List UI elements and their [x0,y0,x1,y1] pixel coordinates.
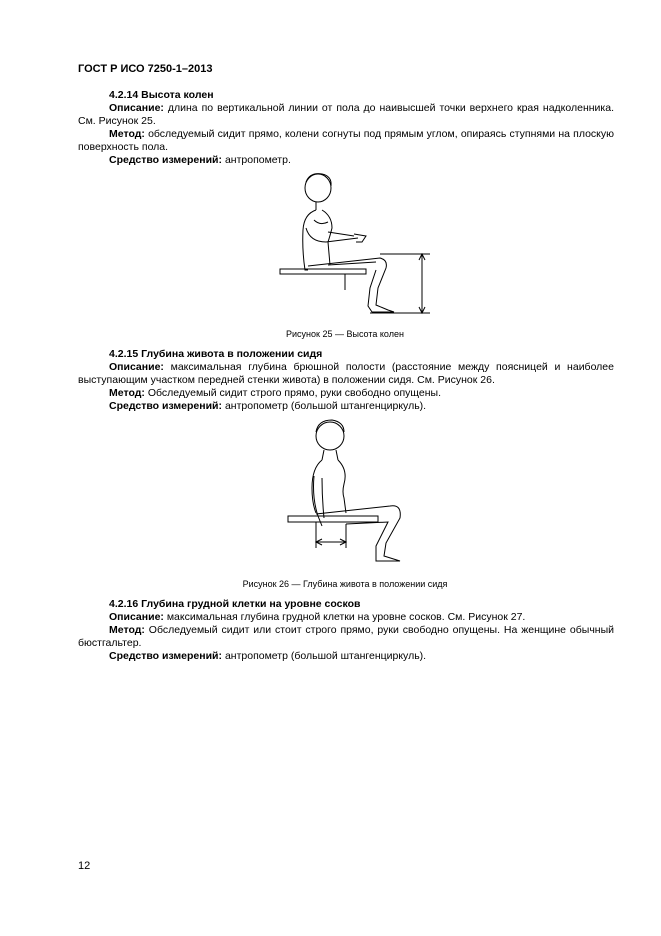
description-paragraph [78,102,614,128]
figure-caption: Рисунок 25 — Высота колен [286,329,404,339]
description-text: максимальная глубина брюшной полости (расстояние между поясницей и наиболее выступающим участком передней стенки живота) в положении сидя. См. Рисунок 26. [78,361,614,386]
seated-woman-abdominal-depth-figure [282,418,412,568]
document-header: ГОСТ Р ИСО 7250-1–2013 [78,63,213,75]
description-label: Описание: [109,361,164,373]
description-paragraph [78,611,614,624]
method-label: Метод: [109,387,145,399]
description-text: максимальная глубина грудной клетки на уровне сосков. См. Рисунок 27. [166,611,526,623]
method-text: обследуемый сидит прямо, колени согнуты под прямым углом, опираясь ступнями на плоскую поверхность пола. [78,128,614,153]
section-chest-depth [78,598,614,663]
method-paragraph [78,624,614,650]
section-heading: 4.2.14 Высота колен [109,89,214,101]
method-paragraph [78,387,614,400]
method-label: Метод: [109,624,145,636]
method-text: Обследуемый сидит строго прямо, руки свободно опущены. [147,387,442,399]
description-text: длина по вертикальной линии от пола до наивысшей точки верхнего края надколенника. См. Рисунок 25. [78,102,615,127]
tool-paragraph [78,400,614,413]
tool-label: Средство измерений: [109,650,223,662]
tool-paragraph [78,650,614,663]
tool-label: Средство измерений: [109,154,223,166]
section-heading: 4.2.16 Глубина грудной клетки на уровне сосков [109,598,361,610]
section-knee-height [78,89,614,167]
description-label: Описание: [109,611,164,623]
method-text: Обследуемый сидит или стоит строго прямо, руки свободно опущены. На женщине обычный бюстгальтер. [78,624,614,649]
seated-woman-knee-height-figure [270,170,440,320]
page-number: 12 [78,860,91,872]
section-abdominal-depth [78,348,614,413]
description-paragraph [78,361,614,387]
figure-caption: Рисунок 26 — Глубина живота в положении сидя [242,579,448,589]
description-label: Описание: [109,102,164,114]
tool-text: антропометр. [224,154,291,166]
tool-text: антропометр (большой штангенциркуль). [224,650,427,662]
tool-text: антропометр (большой штангенциркуль). [224,400,427,412]
method-label: Метод: [109,128,145,140]
tool-label: Средство измерений: [109,400,223,412]
section-heading: 4.2.15 Глубина живота в положении сидя [109,348,323,360]
tool-paragraph [78,154,614,167]
method-paragraph [78,128,614,154]
